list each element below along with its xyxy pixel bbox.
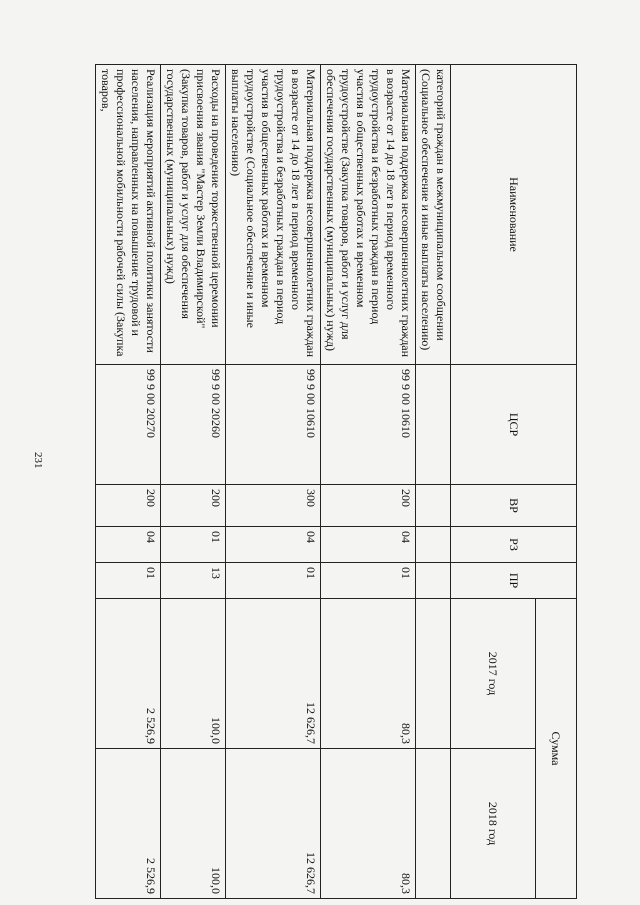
cell-name: Материальная поддержка несовершеннолетних граждан в возрасте от 14 до 18 лет в период временного трудоустройства и безработных граждан в период участия в общественных работах и временном трудоустройстве (Закупка товаров, работ и услуг для обеспечения государственных (муниципальных) нужд) [321, 65, 416, 365]
cell-y2017 [416, 599, 451, 749]
header-name: Наименование [451, 65, 577, 365]
cell-y2018 [416, 749, 451, 899]
cell-vr: 200 [321, 485, 416, 527]
cell-rz: 04 [226, 527, 321, 563]
table-row [416, 65, 451, 899]
cell-pr [416, 563, 451, 599]
header-2017: 2017 год [451, 599, 536, 749]
cell-vr: 200 [96, 485, 161, 527]
table-row [321, 65, 416, 899]
cell-name: Материальная поддержка несовершеннолетних граждан в возрасте от 14 до 18 лет в период временного трудоустройства и безработных граждан в период участия в общественных работах и временном трудоустройстве (Социальное обеспечение и иные выплаты населению) [226, 65, 321, 365]
cell-csr: 99 9 00 10610 [321, 365, 416, 485]
header-row [536, 65, 577, 899]
cell-name: Расходы на проведение торжественной церемонии присвоения звания "Мастер Земли Владимирской" (Закупка товаров, работ и услуг для обеспечения государственных (муниципальных) нужд) [161, 65, 226, 365]
cell-pr: 13 [161, 563, 226, 599]
cell-csr: 99 9 00 10610 [226, 365, 321, 485]
cell-rz: 04 [96, 527, 161, 563]
cell-vr: 200 [161, 485, 226, 527]
cell-rz [416, 527, 451, 563]
header-2018: 2018 год [451, 749, 536, 899]
cell-csr [416, 365, 451, 485]
cell-rz: 04 [321, 527, 416, 563]
cell-csr: 99 9 00 20260 [161, 365, 226, 485]
cell-name: Реализация мероприятий активной политики занятости населения, направленных на повышение трудовой и профессиональной мобильности рабочей силы (Закупка товаров, [96, 65, 161, 365]
cell-pr: 01 [226, 563, 321, 599]
header-vr: ВР [451, 485, 577, 527]
budget-table [95, 64, 577, 899]
table-row [161, 65, 226, 899]
cell-vr: 300 [226, 485, 321, 527]
cell-name: категорий граждан в межмуниципальном сообщении (Социальное обеспечение и иные выплаты населению) [416, 65, 451, 365]
table-row [226, 65, 321, 899]
cell-y2017: 100,0 [161, 599, 226, 749]
page-number: 231 [32, 452, 44, 469]
cell-y2018: 80,3 [321, 749, 416, 899]
cell-y2018: 2 526,9 [96, 749, 161, 899]
cell-pr: 01 [96, 563, 161, 599]
table-body [96, 65, 451, 899]
cell-rz: 01 [161, 527, 226, 563]
cell-y2017: 80,3 [321, 599, 416, 749]
budget-table-sheet [99, 64, 577, 898]
cell-y2017: 2 526,9 [96, 599, 161, 749]
cell-y2018: 100,0 [161, 749, 226, 899]
cell-csr: 99 9 00 20270 [96, 365, 161, 485]
cell-y2018: 12 626,7 [226, 749, 321, 899]
header-sum: Сумма [536, 599, 577, 899]
cell-pr: 01 [321, 563, 416, 599]
cell-vr [416, 485, 451, 527]
header-csr: ЦСР [451, 365, 577, 485]
cell-y2017: 12 626,7 [226, 599, 321, 749]
table-row [96, 65, 161, 899]
header-pr: ПР [451, 563, 577, 599]
header-rz: РЗ [451, 527, 577, 563]
